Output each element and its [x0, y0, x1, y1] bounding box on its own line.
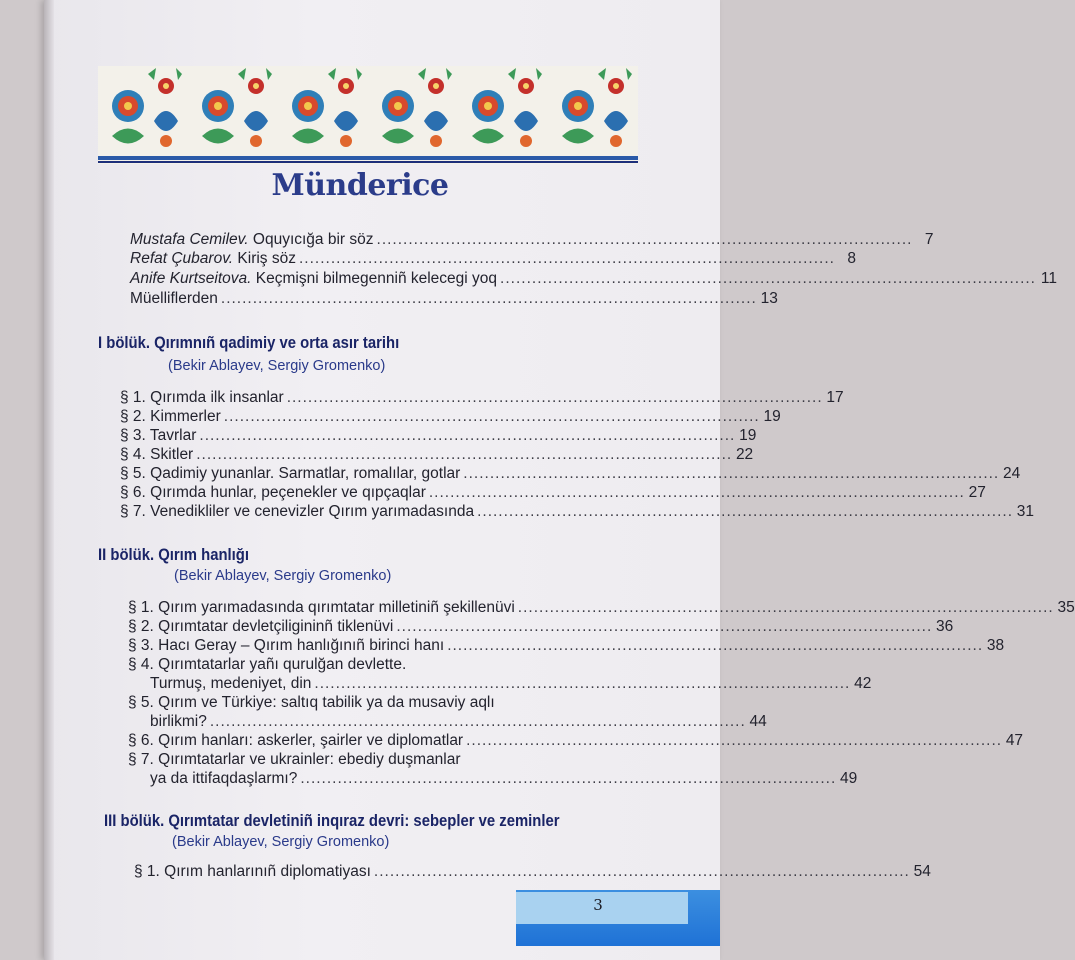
- entry-text: § 2. Qırımtatar devletçiligininñ tiklenüvi: [128, 618, 394, 635]
- toc-entry[interactable]: [120, 464, 1021, 483]
- leader-dots: .....................................................................................................: [286, 389, 823, 406]
- leader-dots: .....................................................................................................: [500, 270, 1036, 287]
- entry-page: 13: [760, 290, 778, 307]
- toc-entry[interactable]: [120, 445, 754, 464]
- entry-author: Mustafa Cemilev.: [130, 231, 249, 248]
- leader-dots: .....................................................................................................: [300, 770, 837, 787]
- page-number: 3: [593, 896, 603, 914]
- toc-entry[interactable]: [120, 388, 844, 407]
- entry-text: § 7. Venedikliler ve cenevizler Qırım yarımadasında: [120, 503, 475, 520]
- leader-dots: .....................................................................................................: [477, 503, 1014, 520]
- toc-entry[interactable]: [128, 731, 1024, 750]
- toc-entry[interactable]: [130, 230, 934, 249]
- leader-dots: .....................................................................................................: [196, 446, 733, 463]
- entry-page: 11: [1040, 270, 1057, 287]
- entry-page: 54: [913, 863, 931, 880]
- entry-page: 47: [1005, 732, 1024, 749]
- leader-dots: .....................................................................................................: [199, 427, 736, 444]
- toc-entry[interactable]: [130, 289, 778, 308]
- entry-text: § 6. Qırımda hunlar, peçenekler ve qıpçaqlar: [120, 484, 426, 501]
- entry-page: 42: [854, 675, 872, 692]
- toc-entry[interactable]: [150, 712, 767, 731]
- toc-entry[interactable]: [120, 426, 757, 445]
- section-1-authors: (Bekir Ablayev, Sergiy Gromenko): [168, 358, 386, 374]
- entry-author: Refat Çubarov.: [130, 250, 234, 267]
- leader-dots: .....................................................................................................: [373, 863, 910, 880]
- toc-entry[interactable]: [134, 862, 931, 881]
- leader-dots: .....................................................................................................: [314, 675, 851, 692]
- entry-text[interactable]: § 4. Qırımtatarlar yañı qurulğan devlette.: [128, 656, 407, 673]
- leader-dots: .....................................................................................................: [428, 484, 965, 501]
- section-2-authors: (Bekir Ablayev, Sergiy Gromenko): [174, 568, 392, 584]
- leader-dots: .....................................................................................................: [447, 637, 984, 654]
- entry-text: § 1. Qırımda ilk insanlar: [120, 389, 284, 406]
- leader-dots: .....................................................................................................: [466, 732, 1003, 749]
- entry-text[interactable]: § 7. Qırımtatarlar ve ukrainler: ebediy duşmanlar: [128, 751, 461, 768]
- entry-page: 49: [840, 770, 858, 787]
- entry-page: 17: [826, 389, 844, 406]
- leader-dots: .....................................................................................................: [463, 465, 1000, 482]
- leader-dots: .....................................................................................................: [298, 250, 835, 267]
- entry-text-cont: Turmuş, medeniyet, din: [150, 675, 312, 692]
- entry-page: 19: [739, 427, 757, 444]
- entry-text: Müelliflerden: [130, 290, 218, 307]
- toc-entry[interactable]: [128, 617, 954, 636]
- entry-page: 27: [968, 484, 986, 501]
- toc-entry[interactable]: [150, 769, 858, 788]
- entry-page: 31: [1016, 503, 1035, 520]
- entry-page: 19: [763, 408, 781, 425]
- section-3-authors: (Bekir Ablayev, Sergiy Gromenko): [172, 834, 390, 850]
- toc-entry[interactable]: [150, 674, 872, 693]
- entry-text: § 2. Kimmerler: [120, 408, 221, 425]
- entry-text: § 5. Qadimiy yunanlar. Sarmatlar, romalılar, gotlar: [120, 465, 461, 482]
- toc-entry[interactable]: [130, 269, 1057, 288]
- section-2-title: II bölük. Qırım hanlığı: [98, 546, 249, 564]
- ornament-border: [98, 66, 638, 164]
- entry-text: § 3. Hacı Geray – Qırım hanlığınıñ birinci hanı: [128, 637, 445, 654]
- entry-text: Kiriş söz: [233, 250, 296, 267]
- leader-dots: .....................................................................................................: [376, 231, 913, 248]
- toc-entry[interactable]: [120, 407, 781, 426]
- entry-text-cont: ya da ittifaqdaşlarmı?: [150, 770, 298, 787]
- leader-dots: .....................................................................................................: [396, 618, 933, 635]
- leader-dots: .....................................................................................................: [223, 408, 760, 425]
- toc-entry[interactable]: [128, 598, 1075, 617]
- entry-text: § 6. Qırım hanları: askerler, şairler ve diplomatlar: [128, 732, 464, 749]
- entry-text-cont: birlikmi?: [150, 713, 207, 730]
- section-3-title: III bölük. Qırımtatar devletiniñ inqıraz devri: sebepler ve zeminler: [104, 812, 560, 830]
- toc-entry[interactable]: [120, 483, 986, 502]
- entry-page: 38: [986, 637, 1005, 654]
- entry-text: § 3. Tavrlar: [120, 427, 197, 444]
- page-binding-edge: [44, 0, 54, 960]
- entry-page: 35: [1057, 599, 1075, 616]
- leader-dots: .....................................................................................................: [209, 713, 746, 730]
- leader-dots: .....................................................................................................: [220, 290, 757, 307]
- toc-entry[interactable]: [120, 502, 1035, 521]
- entry-page: 44: [749, 713, 767, 730]
- entry-page: 36: [936, 618, 954, 635]
- section-1-title: I bölük. Qırımnıñ qadimiy ve orta asır tarihı: [98, 334, 400, 352]
- toc-entry[interactable]: [130, 249, 856, 268]
- entry-text[interactable]: § 5. Qırım ve Türkiye: saltıq tabilik ya da musaviy aqlı: [128, 694, 495, 711]
- entry-page: 8: [847, 250, 856, 267]
- entry-page: 24: [1003, 465, 1021, 482]
- toc-entry[interactable]: [128, 636, 1005, 655]
- entry-text: Keçmişni bilmegenniñ kelecegi yoq: [251, 270, 498, 287]
- page-title: Münderice: [271, 168, 449, 203]
- entry-text: Oquyıcığa bir söz: [248, 231, 374, 248]
- entry-text: § 4. Skitler: [120, 446, 194, 463]
- entry-text: § 1. Qırım yarımadasında qırımtatar milletiniñ şekillenüvi: [128, 599, 515, 616]
- entry-text: § 1. Qırım hanlarınıñ diplomatiyası: [134, 863, 371, 880]
- entry-page: 7: [924, 231, 934, 248]
- entry-author: Anife Kurtseitova.: [130, 270, 252, 287]
- leader-dots: .....................................................................................................: [517, 599, 1054, 616]
- entry-page: 22: [735, 446, 754, 463]
